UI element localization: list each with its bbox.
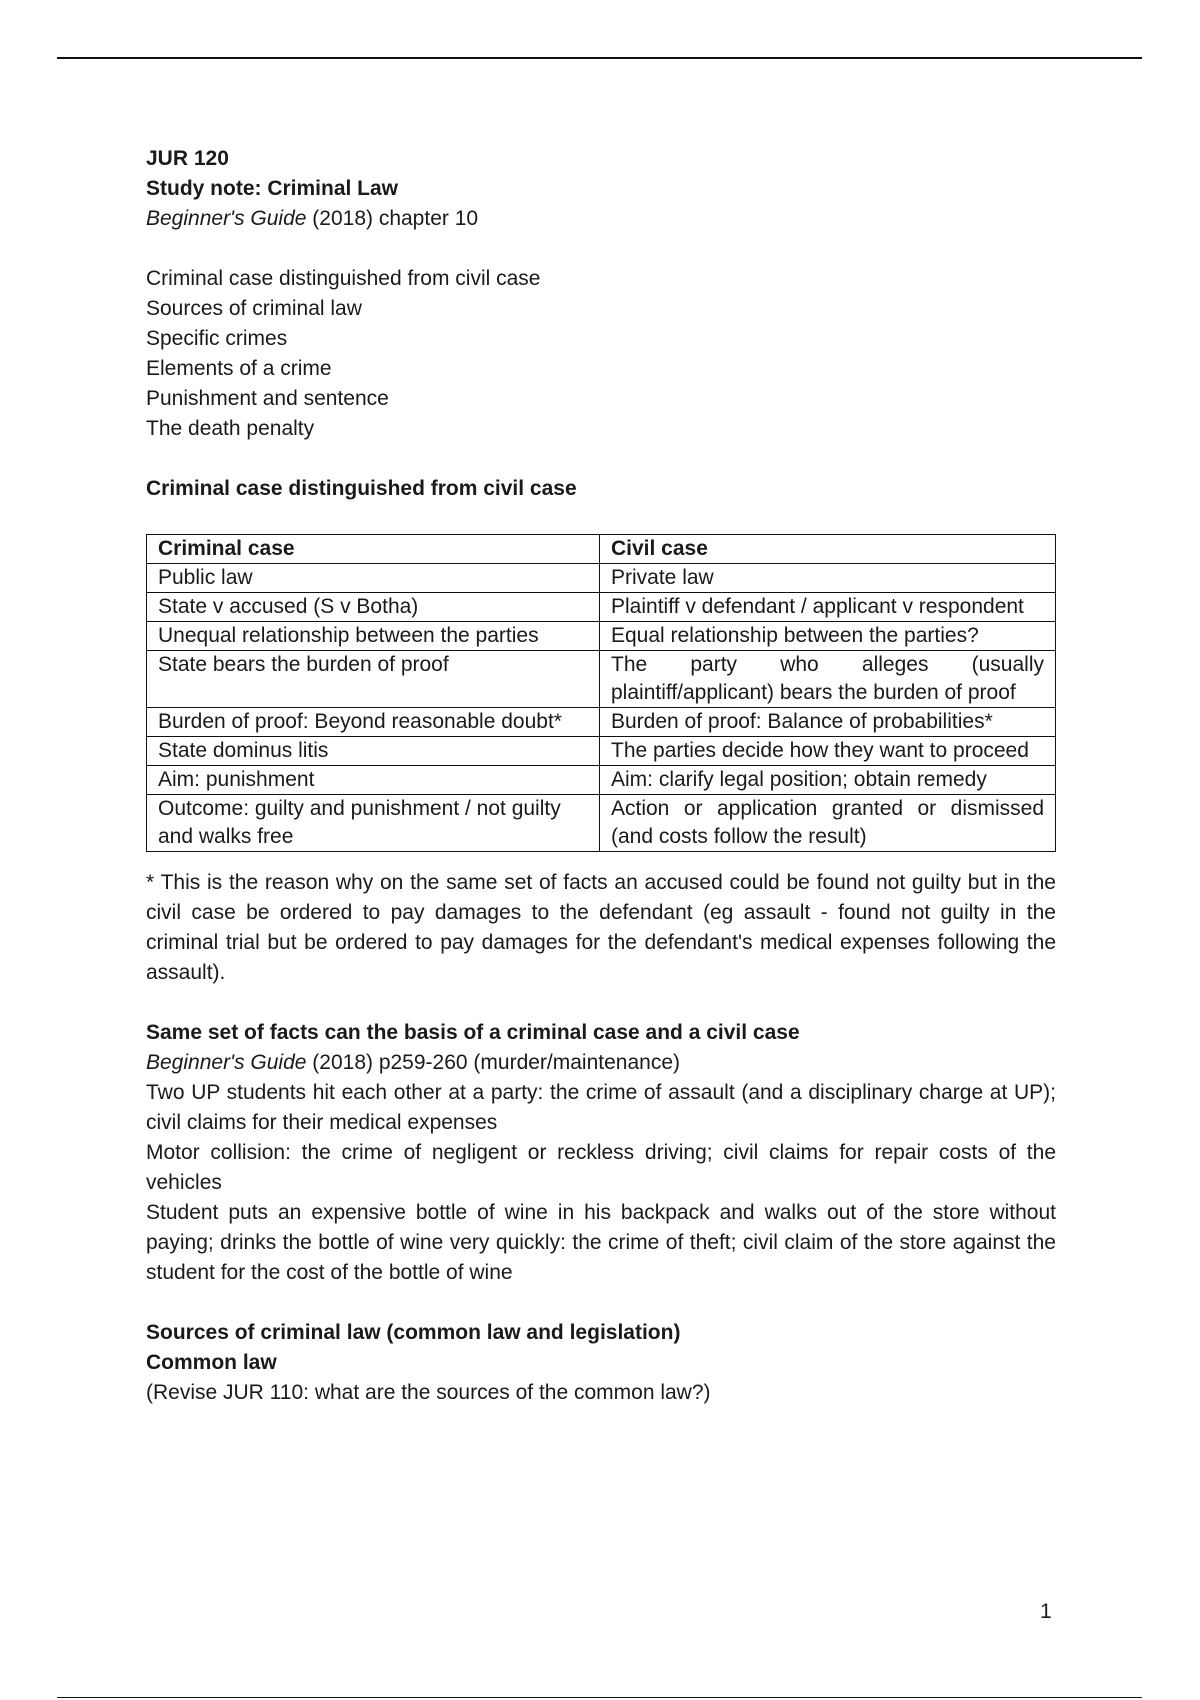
- table-row: [147, 564, 1056, 593]
- topic-item: Sources of criminal law: [146, 297, 362, 320]
- table-row: [147, 622, 1056, 651]
- criminal-cell: Aim: punishment: [147, 766, 600, 795]
- civil-cell: Burden of proof: Balance of probabilities*: [600, 708, 1056, 737]
- same-facts-reference: [146, 1048, 1056, 1078]
- page-detail: (2018) p259-260 (murder/maintenance): [306, 1051, 680, 1074]
- bottom-rule: [57, 1697, 1142, 1698]
- civil-cell: Equal relationship between the parties?: [600, 622, 1056, 651]
- column-header-civil: Civil case: [600, 535, 1056, 564]
- topic-list: [146, 264, 1056, 444]
- table-row: [147, 737, 1056, 766]
- book-title: Beginner's Guide: [146, 207, 307, 230]
- criminal-cell: Outcome: guilty and punishment / not guilty and walks free: [147, 795, 600, 852]
- page-number: 1: [1040, 1600, 1052, 1623]
- top-rule: [57, 57, 1142, 59]
- table-header-row: [147, 535, 1056, 564]
- table-row: [147, 708, 1056, 737]
- topic-item: Criminal case distinguished from civil case: [146, 267, 541, 290]
- page-content: [146, 144, 1056, 1408]
- criminal-cell: State v accused (S v Botha): [147, 593, 600, 622]
- burden-of-proof-footnote: * This is the reason why on the same set of facts an accused could be found not guilty but in the civil case be ordered to pay damages to the defendant (eg assault - found not guilty in the criminal trial but be ordered to pay damages for the defendant's medical expenses following the assault).: [146, 871, 1056, 984]
- civil-cell: The party who alleges (usually plaintiff/applicant) bears the burden of proof: [600, 651, 1056, 708]
- table-row: [147, 593, 1056, 622]
- chapter-reference: [146, 204, 1056, 234]
- example-paragraph: Motor collision: the crime of negligent or reckless driving; civil claims for repair costs of the vehicles: [146, 1141, 1056, 1194]
- criminal-cell: State dominus litis: [147, 737, 600, 766]
- table-row: [147, 795, 1056, 852]
- table-row: [147, 766, 1056, 795]
- example-paragraph: Student puts an expensive bottle of wine in his backpack and walks out of the store without paying; drinks the bottle of wine very quickly: the crime of theft; civil claim of the store against the student for the cost of the bottle of wine: [146, 1201, 1056, 1284]
- criminal-cell: Burden of proof: Beyond reasonable doubt*: [147, 708, 600, 737]
- column-header-criminal: Criminal case: [147, 535, 600, 564]
- civil-cell: Private law: [600, 564, 1056, 593]
- criminal-cell: Public law: [147, 564, 600, 593]
- course-code: JUR 120: [146, 147, 229, 170]
- civil-cell: Aim: clarify legal position; obtain remedy: [600, 766, 1056, 795]
- civil-cell: Plaintiff v defendant / applicant v respondent: [600, 593, 1056, 622]
- topic-item: Specific crimes: [146, 327, 288, 350]
- chapter-detail: (2018) chapter 10: [306, 207, 479, 230]
- revision-note: (Revise JUR 110: what are the sources of the common law?): [146, 1381, 711, 1404]
- table-row: [147, 651, 1056, 708]
- document-title: Study note: Criminal Law: [146, 177, 399, 200]
- book-title: Beginner's Guide: [146, 1051, 307, 1074]
- topic-item: The death penalty: [146, 417, 315, 440]
- subheading-common-law: Common law: [146, 1351, 277, 1374]
- criminal-civil-comparison-table: [146, 534, 1056, 852]
- section-heading-criminal-vs-civil: Criminal case distinguished from civil case: [146, 477, 577, 500]
- topic-item: Punishment and sentence: [146, 387, 389, 410]
- civil-cell: Action or application granted or dismissed (and costs follow the result): [600, 795, 1056, 852]
- example-paragraph: Two UP students hit each other at a party: the crime of assault (and a disciplinary charge at UP); civil claims for their medical expenses: [146, 1081, 1056, 1134]
- section-heading-sources: Sources of criminal law (common law and legislation): [146, 1321, 681, 1344]
- criminal-cell: Unequal relationship between the parties: [147, 622, 600, 651]
- section-heading-same-facts: Same set of facts can the basis of a criminal case and a civil case: [146, 1021, 800, 1044]
- criminal-cell: State bears the burden of proof: [147, 651, 600, 708]
- civil-cell: The parties decide how they want to proceed: [600, 737, 1056, 766]
- topic-item: Elements of a crime: [146, 357, 332, 380]
